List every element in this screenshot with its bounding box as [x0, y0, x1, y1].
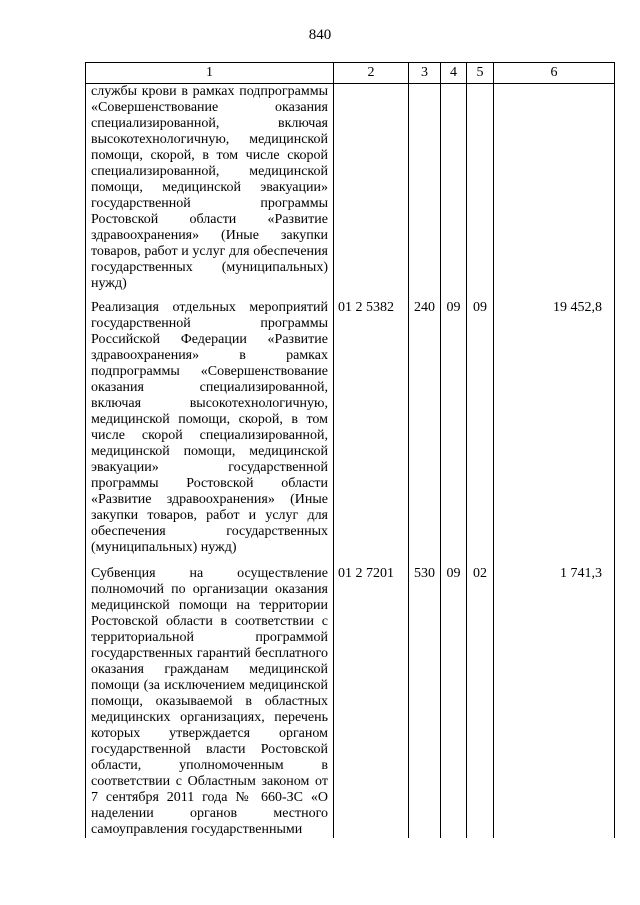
header-col-2: 2 [334, 63, 409, 84]
row-code [334, 84, 409, 301]
row-col3: 240 [409, 300, 441, 566]
table-row [86, 84, 615, 301]
row-col3 [409, 84, 441, 301]
row-col3: 530 [409, 566, 441, 838]
row-amount: 19 452,8 [494, 300, 615, 566]
row-col4 [441, 84, 467, 301]
row-description: Субвенция на осуществление полномочий по организации оказания медицинской помощи на территории Ростовской области в соответствии с территориальной программой государственных гарантий бесплатного оказания гражданам медицинской помощи (за исключением медицинской помощи, оказываемой в областных медицинских организациях, перечень которых утверждается органом государственной власти Ростовской области, уполномоченным в соответствии с Областным законом от 7 сентября 2011 года № 660-ЗС «О наделении органов местного самоуправления государственными [86, 566, 334, 838]
page-number: 840 [308, 27, 332, 43]
row-col4: 09 [441, 566, 467, 838]
header-col-6: 6 [494, 63, 615, 84]
budget-table [85, 62, 615, 838]
row-col5 [467, 84, 494, 301]
table-row [86, 566, 615, 838]
header-col-5: 5 [467, 63, 494, 84]
table-header [86, 63, 615, 84]
row-amount: 1 741,3 [494, 566, 615, 838]
table-row [86, 300, 615, 566]
row-code: 01 2 5382 [334, 300, 409, 566]
header-col-1: 1 [86, 63, 334, 84]
header-col-4: 4 [441, 63, 467, 84]
row-description: Реализация отдельных мероприятий государственной программы Российской Федерации «Развитие здравоохранения» в рамках подпрограммы «Совершенствование оказания специализированной, включая высокотехнологичную, медицинской помощи, скорой, в том числе скорой специализированной, медицинской помощи, медицинской эвакуации» государственной программы Ростовской области «Развитие здравоохранения» (Иные закупки товаров, работ и услуг для обеспечения государственных (муниципальных) нужд) [86, 300, 334, 566]
row-amount [494, 84, 615, 301]
header-col-3: 3 [409, 63, 441, 84]
row-code: 01 2 7201 [334, 566, 409, 838]
row-col5: 09 [467, 300, 494, 566]
row-col4: 09 [441, 300, 467, 566]
row-description: службы крови в рамках подпрограммы «Совершенствование оказания специализированной, включая высокотехнологичную, медицинской помощи, скорой, в том числе скорой специализированной, медицинской помощи, медицинской эвакуации» государственной программы Ростовской области «Развитие здравоохранения» (Иные закупки товаров, работ и услуг для обеспечения государственных (муниципальных) нужд) [86, 84, 334, 301]
header-row [86, 63, 615, 84]
row-col5: 02 [467, 566, 494, 838]
